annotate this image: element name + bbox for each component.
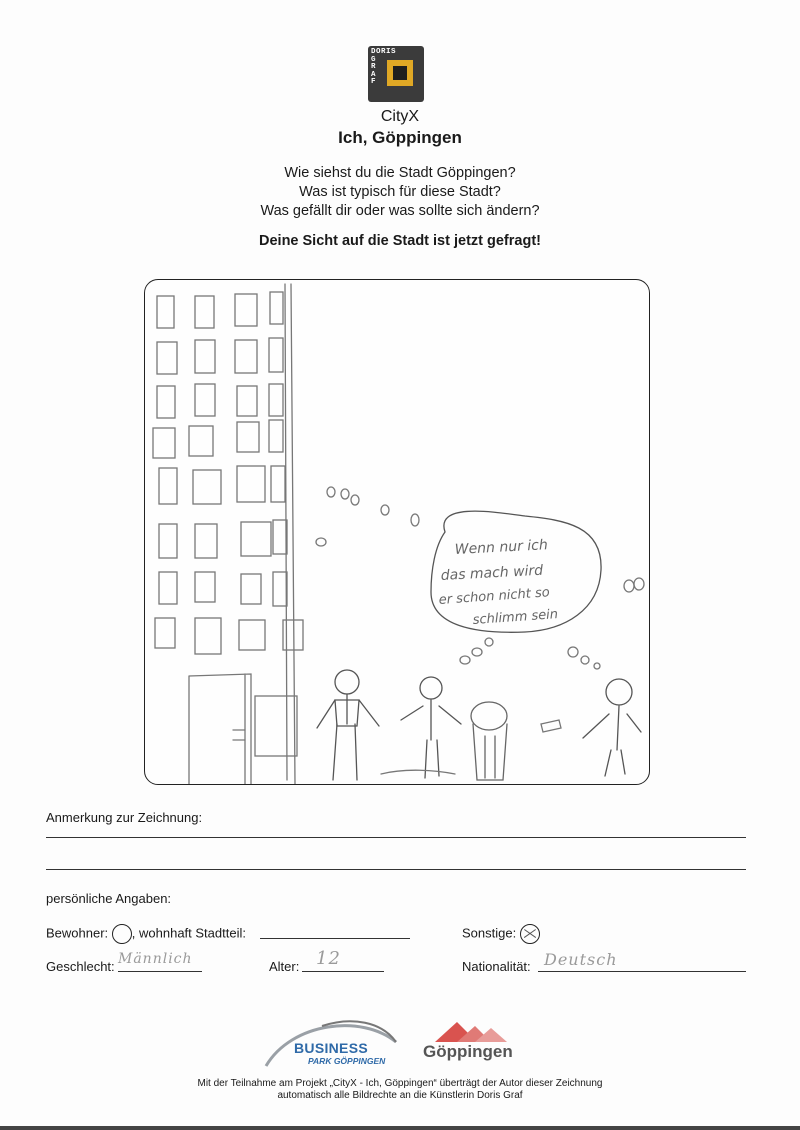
logo-letter: F bbox=[371, 78, 377, 86]
comment-line-2[interactable] bbox=[46, 869, 746, 870]
doris-graf-logo bbox=[368, 46, 424, 102]
nationality-field[interactable] bbox=[538, 971, 746, 972]
logo-letter: DORIS bbox=[371, 48, 397, 56]
age-value: 12 bbox=[316, 948, 341, 969]
age-field[interactable] bbox=[302, 971, 384, 972]
door-handle bbox=[233, 730, 245, 740]
rights-notice-line: Mit der Teilnahme am Projekt „CityX - Ich, Göppingen“ überträgt der Autor dieser Zeichnung bbox=[197, 1078, 603, 1089]
logo-letter: R bbox=[371, 63, 377, 71]
other-checkbox[interactable] bbox=[520, 924, 540, 944]
brand-name: CityX bbox=[380, 108, 420, 125]
goeppingen-logo bbox=[423, 1018, 523, 1068]
call-to-action: Deine Sicht auf die Stadt ist jetzt gefragt! bbox=[259, 233, 541, 249]
district-field[interactable] bbox=[260, 938, 410, 939]
business-park-logo bbox=[262, 1012, 402, 1068]
other-label: Sonstige: bbox=[462, 925, 517, 941]
drawing-frame bbox=[144, 279, 650, 785]
nationality-label: Nationalität: bbox=[462, 959, 531, 974]
question-line: Was gefällt dir oder was sollte sich ändern? bbox=[260, 203, 540, 219]
page-title: Ich, Göppingen bbox=[338, 128, 462, 147]
person-middle bbox=[401, 677, 461, 778]
bubble-text-line: er schon nicht so bbox=[438, 585, 551, 608]
question-line: Was ist typisch für diese Stadt? bbox=[299, 184, 501, 200]
gender-field[interactable] bbox=[118, 971, 202, 972]
resident-label: Bewohner: bbox=[46, 925, 109, 941]
business-park-line2: PARK GÖPPINGEN bbox=[308, 1056, 386, 1066]
resident-row bbox=[46, 924, 246, 944]
other-row bbox=[462, 924, 540, 944]
bubble-text-line: das mach wird bbox=[440, 562, 544, 584]
ground-litter bbox=[381, 770, 455, 774]
building-windows bbox=[153, 292, 303, 654]
questions bbox=[0, 164, 800, 221]
question-line: Wie siehst du die Stadt Göppingen? bbox=[284, 165, 516, 181]
resident-checkbox[interactable] bbox=[112, 924, 132, 944]
comment-line-1[interactable] bbox=[46, 837, 746, 838]
logo-square-icon bbox=[387, 60, 413, 86]
nationality-value: Deutsch bbox=[544, 950, 618, 969]
logo-letter: G bbox=[371, 55, 377, 64]
child-drawing bbox=[145, 280, 649, 784]
gender-label: Geschlecht: bbox=[46, 959, 115, 974]
doorbell-panel bbox=[255, 696, 297, 756]
scan-edge bbox=[0, 1126, 800, 1130]
rights-notice-line: automatisch alle Bildrechte an die Künstlerin Doris Graf bbox=[277, 1090, 523, 1101]
trash-can bbox=[471, 702, 507, 780]
personal-info-label: persönliche Angaben: bbox=[46, 891, 172, 906]
bubble-text-line: schlimm sein bbox=[472, 607, 559, 628]
door bbox=[189, 674, 251, 784]
person-left bbox=[317, 670, 379, 780]
bubble-text-line: Wenn nur ich bbox=[454, 537, 549, 558]
comment-label: Anmerkung zur Zeichnung: bbox=[46, 810, 203, 825]
gender-value: Männlich bbox=[118, 951, 193, 967]
age-label: Alter: bbox=[269, 959, 300, 974]
business-park-line1: BUSINESS bbox=[294, 1040, 368, 1056]
building-edge bbox=[291, 284, 295, 784]
rights-notice bbox=[0, 1078, 800, 1102]
district-label: , wohnhaft Stadtteil: bbox=[131, 925, 246, 941]
litter-item bbox=[541, 720, 561, 732]
goeppingen-roof-icon bbox=[431, 1018, 531, 1044]
person-right bbox=[583, 679, 641, 776]
logo-letter: A bbox=[371, 70, 377, 79]
goeppingen-logo-text: Göppingen bbox=[423, 1042, 513, 1061]
